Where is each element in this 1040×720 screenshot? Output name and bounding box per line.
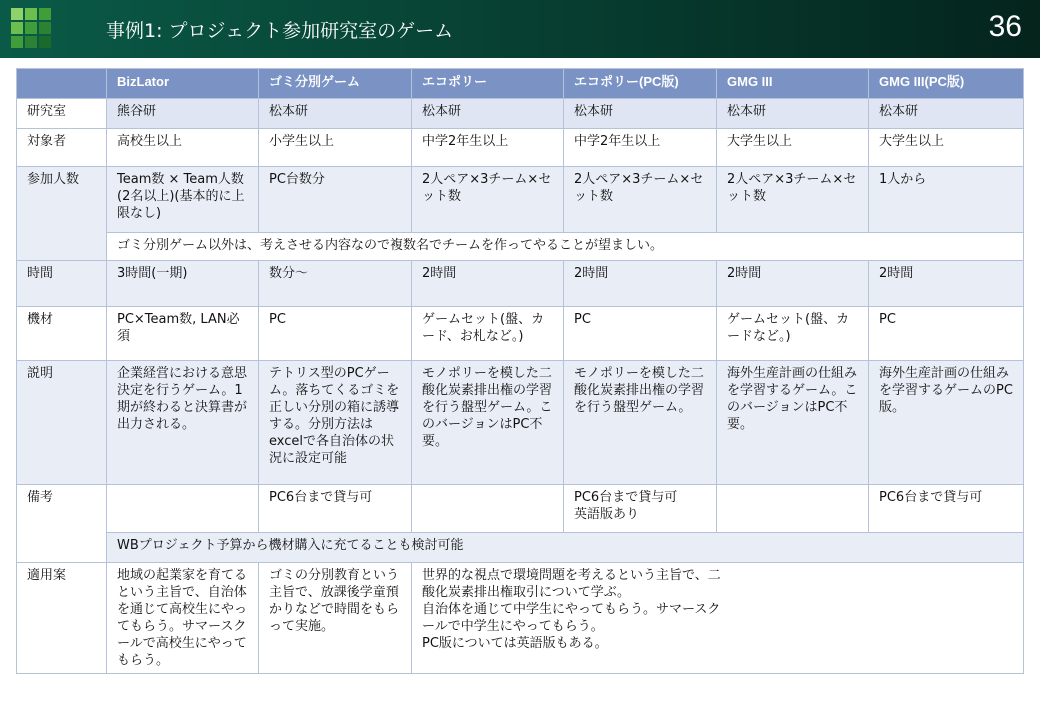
slide-header (0, 0, 1040, 58)
table-cell: 2人ペア×3チーム×セット数 (717, 167, 869, 233)
table-cell: 2人ペア×3チーム×セット数 (564, 167, 717, 233)
table-cell: テトリス型のPCゲーム。落ちてくるゴミを正しい分別の箱に誘導する。分別方法はexcelで各自治体の状況に設定可能 (259, 361, 412, 485)
table-row (17, 99, 1024, 129)
table-cell: 大学生以上 (717, 129, 869, 167)
table-cell: PC6台まで貸与可 英語版あり (564, 485, 717, 533)
row-label: 参加人数 (17, 167, 107, 261)
row-label: 機材 (17, 307, 107, 361)
column-header: ゴミ分別ゲーム (259, 69, 412, 99)
table-row (17, 361, 1024, 485)
table-row (17, 233, 1024, 261)
table-cell: モノポリーを模した二酸化炭素排出権の学習を行う盤型ゲーム。このバージョンはPC不要。 (412, 361, 564, 485)
table-cell (717, 485, 869, 533)
column-header: エコポリー(PC版) (564, 69, 717, 99)
row-label: 研究室 (17, 99, 107, 129)
table-cell: 2人ペア×3チーム×セット数 (412, 167, 564, 233)
table-header-row (17, 69, 1024, 99)
table-cell: 1人から (869, 167, 1024, 233)
table-cell: 数分～ (259, 261, 412, 307)
table-row (17, 129, 1024, 167)
table-cell: 2時間 (564, 261, 717, 307)
table-cell: PC6台まで貸与可 (259, 485, 412, 533)
table-cell: PC台数分 (259, 167, 412, 233)
table-cell: 海外生産計画の仕組みを学習するゲーム。このバージョンはPC不要。 (717, 361, 869, 485)
table-cell: 大学生以上 (869, 129, 1024, 167)
table-cell: 地域の起業家を育てるという主旨で、自治体を通じて高校生にやってもらう。サマースクールで高校生にやってもらう。 (107, 563, 259, 674)
row-label: 対象者 (17, 129, 107, 167)
table-cell: 中学2年生以上 (412, 129, 564, 167)
table-cell: 松本研 (564, 99, 717, 129)
table-cell: 海外生産計画の仕組みを学習するゲームのPC版。 (869, 361, 1024, 485)
column-header: エコポリー (412, 69, 564, 99)
table-cell: Team数 × Team人数(2名以上)(基本的に上限なし) (107, 167, 259, 233)
table-cell: ゴミの分別教育という主旨で、放課後学童預かりなどで時間をもらって実施。 (259, 563, 412, 674)
table-cell: PC6台まで貸与可 (869, 485, 1024, 533)
table-cell (107, 485, 259, 533)
table-cell: 熊谷研 (107, 99, 259, 129)
table-row (17, 167, 1024, 233)
table-cell: 松本研 (717, 99, 869, 129)
row-label: 時間 (17, 261, 107, 307)
table-cell: 2時間 (412, 261, 564, 307)
table-cell: 高校生以上 (107, 129, 259, 167)
table-cell: 企業経営における意思決定を行うゲーム。1期が終わると決算書が出力される。 (107, 361, 259, 485)
table-cell: 松本研 (259, 99, 412, 129)
column-header: BizLator (107, 69, 259, 99)
games-table (16, 68, 1024, 674)
row-label: 適用案 (17, 563, 107, 674)
table-row (17, 563, 1024, 674)
table-row (17, 307, 1024, 361)
table-cell: ゲームセット(盤、カードなど。) (717, 307, 869, 361)
table-cell: 松本研 (412, 99, 564, 129)
table-note: WBプロジェクト予算から機材購入に充てることも検討可能 (107, 533, 1024, 563)
slide-title: 事例1: プロジェクト参加研究室のゲーム (106, 20, 454, 42)
table-cell: 2時間 (717, 261, 869, 307)
table-note: ゴミ分別ゲーム以外は、考えさせる内容なので複数名でチームを作ってやることが望ましい。 (107, 233, 1024, 261)
table-cell: 2時間 (869, 261, 1024, 307)
table-cell (412, 485, 564, 533)
table-row (17, 485, 1024, 533)
table-cell: 松本研 (869, 99, 1024, 129)
table-cell: 3時間(一期) (107, 261, 259, 307)
table-cell: 中学2年生以上 (564, 129, 717, 167)
column-header: GMG III (717, 69, 869, 99)
table-cell: モノポリーを模した二酸化炭素排出権の学習を行う盤型ゲーム。 (564, 361, 717, 485)
table-cell: 小学生以上 (259, 129, 412, 167)
page-number: 36 (988, 10, 1022, 43)
table-row (17, 261, 1024, 307)
table-cell: PC×Team数, LAN必須 (107, 307, 259, 361)
table-row (17, 533, 1024, 563)
table-cell: PC (869, 307, 1024, 361)
column-header (17, 69, 107, 99)
table-cell: ゲームセット(盤、カード、お札など。) (412, 307, 564, 361)
grid-logo-icon (11, 8, 51, 48)
table-cell: PC (259, 307, 412, 361)
table-cell: 世界的な視点で環境問題を考えるという主旨で、二酸化炭素排出権取引について学ぶ。 自治体を通じて中学生にやってもらう。サマースクールで中学生にやってもらう。 PC版については英語版もある。 (412, 563, 1024, 674)
column-header: GMG III(PC版) (869, 69, 1024, 99)
table-cell: PC (564, 307, 717, 361)
row-label: 備考 (17, 485, 107, 563)
row-label: 説明 (17, 361, 107, 485)
